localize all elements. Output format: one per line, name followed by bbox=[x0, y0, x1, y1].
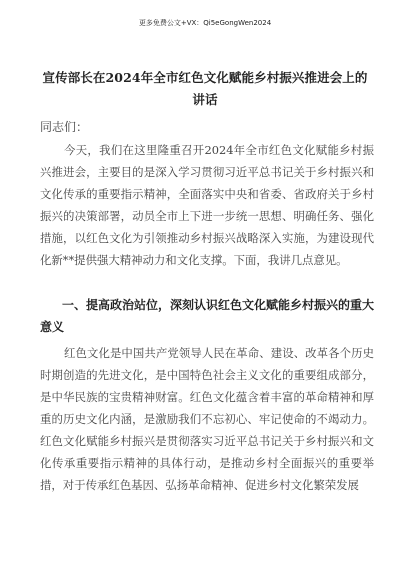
document-title-line-2: 讲话 bbox=[192, 92, 218, 107]
header-note: 更多免费公文+VX：Qi5eGongWen2024 bbox=[138, 19, 272, 27]
document-title-line-1: 宣传部长在2024年全市红色文化赋能乡村振兴推进会上的 bbox=[42, 70, 368, 85]
salutation: 同志们： bbox=[40, 120, 89, 134]
body-paragraph-1: 今天，我们在这里隆重召开2024年全市红色文化赋能乡村振兴推进会，主要目的是深入学习贯彻习近平总书记关于乡村振兴和文化传承的重要指示精神，全面落实中央和省委、省政府关于乡村振兴的决策部署，动员全市上下进一步统一思想、明确任务、强化措施，以红色文化为引领推动乡村振兴战略深入实施，为建设现代化新**提供强大精神动力和文化支撑。下面，我讲几点意见。 bbox=[40, 143, 374, 267]
section-heading-1: 一、提高政治站位，深刻认识红色文化赋能乡村振兴的重大意义 bbox=[40, 298, 375, 334]
body-paragraph-2: 红色文化是中国共产党领导人民在革命、建设、改革各个历史时期创造的先进文化，是中国特色社会主义文化的重要组成部分，是中华民族的宝贵精神财富。红色文化蕴含着丰富的革命精神和厚重的历史文化内涵，是激励我们不忘初心、牢记使命的不竭动力。红色文化赋能乡村振兴是贯彻落实习近平总书记关于乡村振兴和文化传承重要指示精神的具体行动，是推动乡村全面振兴的重要举措，对于传承红色基因、弘扬革命精神、促进乡村文化繁荣发展 bbox=[40, 346, 374, 492]
